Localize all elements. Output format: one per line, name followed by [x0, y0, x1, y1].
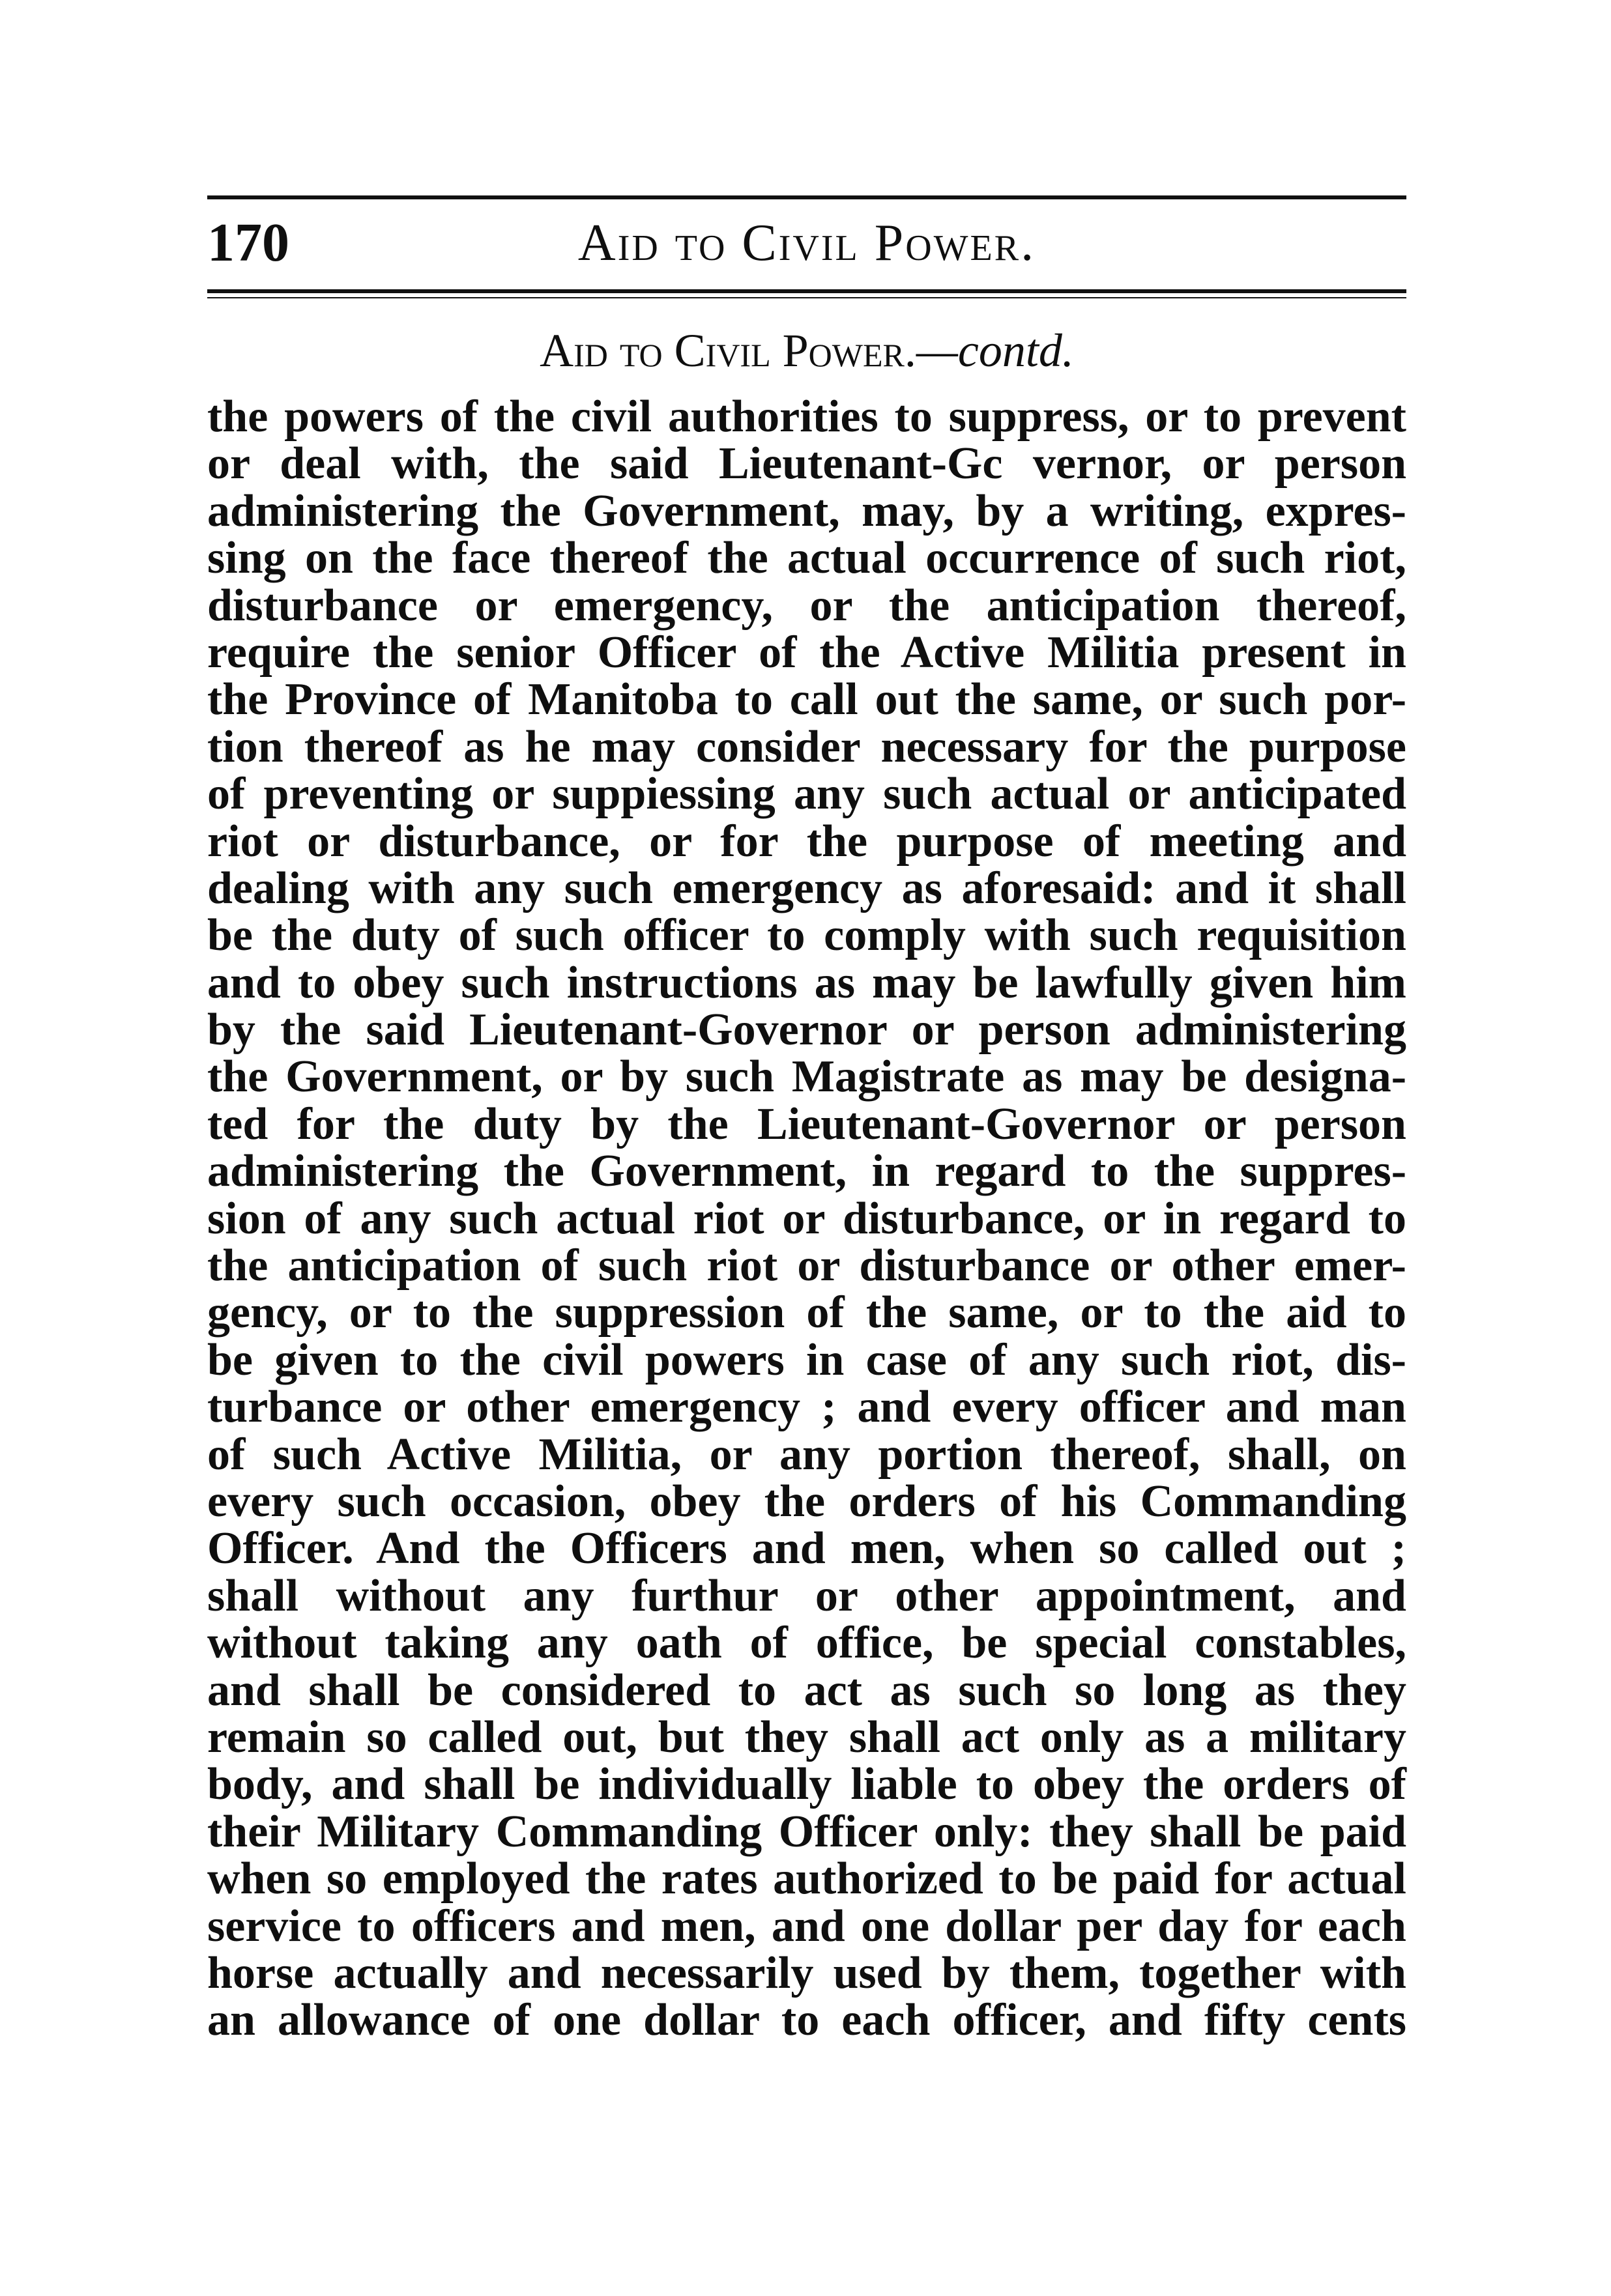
- text-line: when so employed the rates authorized to be paid for actual: [207, 1854, 1406, 1904]
- text-line: an allowance of one dollar to each officer, and fifty cents: [207, 1995, 1406, 2046]
- text-line: disturbance or emergency, or the anticipation thereof,: [207, 580, 1406, 631]
- text-line: dealing with any such emergency as aforesaid: and it shall: [207, 863, 1406, 913]
- running-title: Aid to Civil Power.: [577, 214, 1036, 272]
- text-line: sing on the face thereof the actual occurrence of such riot,: [207, 533, 1406, 584]
- header-rule-thick: [207, 289, 1406, 293]
- text-line: Officer. And the Officers and men, when so called out ;: [207, 1523, 1406, 1574]
- text-line: turbance or other emergency ; and every officer and man: [207, 1382, 1406, 1433]
- text-line: service to officers and men, and one dollar per day for each: [207, 1901, 1406, 1951]
- section-heading: [207, 318, 1406, 383]
- text-line: by the said Lieutenant-Governor or person administering: [207, 1005, 1406, 1055]
- text-line: every such occasion, obey the orders of his Commanding: [207, 1476, 1406, 1527]
- text-line: administering the Government, may, by a writing, expres-: [207, 485, 1406, 536]
- page-header: [207, 207, 1406, 279]
- section-contd: —contd.: [916, 324, 1074, 377]
- text-line: the Province of Manitoba to call out the same, or such por-: [207, 674, 1406, 725]
- text-line: the powers of the civil authorities to suppress, or to prevent: [207, 392, 1406, 442]
- text-line: tion thereof as he may consider necessary for the purpose: [207, 721, 1406, 772]
- text-line: of such Active Militia, or any portion thereof, shall, on: [207, 1429, 1406, 1480]
- text-line: or deal with, the said Lieutenant-Gc vernor, or person: [207, 438, 1406, 489]
- text-line: shall without any furthur or other appointment, and: [207, 1570, 1406, 1621]
- text-line: remain so called out, but they shall act only as a military: [207, 1712, 1406, 1762]
- text-line: ted for the duty by the Lieutenant-Governor or person: [207, 1098, 1406, 1149]
- text-line: body, and shall be individually liable to obey the orders of: [207, 1759, 1406, 1810]
- text-line: be given to the civil powers in case of any such riot, dis-: [207, 1334, 1406, 1385]
- text-line: without taking any oath of office, be special constables,: [207, 1618, 1406, 1669]
- page-number: 170: [207, 212, 289, 273]
- text-line: require the senior Officer of the Active Militia present in: [207, 627, 1406, 678]
- text-line: and to obey such instructions as may be lawfully given him: [207, 957, 1406, 1008]
- text-line: horse actually and necessarily used by them, together with: [207, 1947, 1406, 1998]
- text-line: sion of any such actual riot or disturbance, or in regard to: [207, 1193, 1406, 1244]
- text-line: riot or disturbance, or for the purpose of meeting and: [207, 816, 1406, 867]
- text-line: the Government, or by such Magistrate as may be designa-: [207, 1052, 1406, 1102]
- text-line: their Military Commanding Officer only: they shall be paid: [207, 1806, 1406, 1857]
- text-line: be the duty of such officer to comply with such requisition: [207, 910, 1406, 961]
- top-rule: [207, 195, 1406, 199]
- body-text: [207, 394, 1406, 2045]
- section-title: Aid to Civil Power.: [540, 324, 916, 377]
- header-rule-thin: [207, 297, 1406, 298]
- text-line: of preventing or suppiessing any such actual or anticipated: [207, 769, 1406, 820]
- text-line: gency, or to the suppression of the same, or to the aid to: [207, 1287, 1406, 1338]
- text-line: and shall be considered to act as such so long as they: [207, 1665, 1406, 1715]
- text-line: administering the Government, in regard to the suppres-: [207, 1146, 1406, 1197]
- text-line: the anticipation of such riot or disturbance or other emer-: [207, 1241, 1406, 1291]
